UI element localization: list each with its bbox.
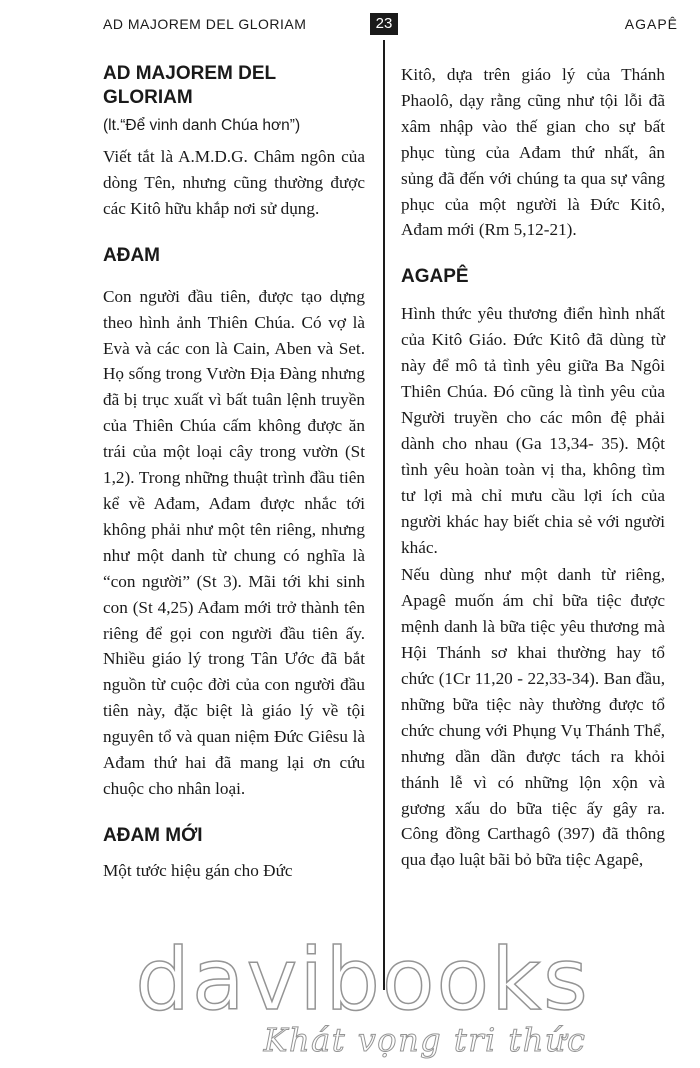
running-head-right: AGAPÊ bbox=[624, 16, 678, 32]
watermark-brand: davibooks bbox=[135, 930, 590, 1030]
entry-title-ad-majorem: AD MAJOREM DEL GLORIAM bbox=[103, 63, 276, 108]
left-column bbox=[103, 62, 365, 898]
entry-body-adam: Con người đầu tiên, được tạo dựng theo hình ảnh Thiên Chúa. Có vợ là Evà và các con là Cain, Aben và Set. Họ sống trong Vườn Địa Đàng nhưng đã bị trục xuất vì bất tuân lệnh truyền của Thiên Chúa cấm không được ăn trái của một loại cây trong vườn (St 1,2). Trong những thuật trình đầu tiên kể về Ađam, Ađam được nhắc tới không phải như một tên riêng, nhưng như một danh từ chung có nghĩa là “con người” (St 3). Mãi tới khi sinh con (St 4,25) Ađam mới trở thành tên riêng để gọi con người đầu tiên ấy. Nhiều giáo lý trong Tân Ước đã bắt nguồn từ cuộc đời của con người đầu tiên này, đặc biệt là giáo lý về tội nguyên tổ và quan niệm Đức Giêsu là Ađam thứ hai đã mang lại ơn cứu chuộc cho nhân loại. bbox=[103, 286, 365, 798]
entry-body-agape-2: Nếu dùng như một danh từ riêng, Apagê muốn ám chỉ bữa tiệc được mệnh danh là bữa tiệc yêu thương mà Hội Thánh sơ khai thường hay tổ chức (1Cr 11,20 - 22,33-34). Ban đầu, những bữa tiệc này thường được tổ chức chung với Phụng Vụ Thánh Thể, nhưng dần dần được tách ra khỏi thánh lễ vì có những lộn xộn và gương xấu do bữa tiệc ấy gây ra. Công đồng Carthagô (397) đã thông qua đạo luật bãi bỏ bữa tiệc Agapê, bbox=[401, 565, 665, 870]
watermark-slogan: Khát vọng tri thức bbox=[263, 1021, 587, 1059]
entry-title-agape: AGAPÊ bbox=[401, 266, 469, 288]
publisher-watermark bbox=[0, 930, 700, 1059]
entry-subtitle-ad-majorem: (lt.“Để vinh danh Chúa hơn”) bbox=[103, 117, 301, 134]
entry-body-agape-1: Hình thức yêu thương điển hình nhất của Kitô Giáo. Đức Kitô đã dùng từ này để mô tả tình yêu giữa Ba Ngôi Thiên Chúa. Đó cũng là tình yêu của Người truyền cho các môn đệ phải dành cho nhau (Ga 13,34- 35). Một tình yêu hoàn toàn vị tha, không tìm tư lợi mà chỉ mưu cầu lợi ích của người khác hay biết chia sẻ với người khác. bbox=[401, 304, 665, 557]
entry-title-adam: AĐAM bbox=[103, 244, 160, 266]
entry-title-adam-moi: AĐAM MỚI bbox=[103, 824, 203, 846]
entry-body-adam-moi-continued: Kitô, dựa trên giáo lý của Thánh Phaolô, dạy rằng cũng như tội lỗi đã xâm nhập vào thế gian cho sự bất phục tùng của Ađam thứ nhất, ân sủng đã đến với chúng ta qua sự vâng phục của một người là Đức Kitô, Ađam mới (Rm 5,12-21). bbox=[401, 65, 665, 240]
entry-body-adam-moi: Một tước hiệu gán cho Đức bbox=[103, 860, 293, 880]
page-header bbox=[0, 0, 700, 40]
right-column bbox=[401, 62, 665, 887]
entry-body-ad-majorem: Viết tắt là A.M.D.G. Châm ngôn của dòng Tên, nhưng cũng thường được các Kitô hữu khắp nơi sử dụng. bbox=[103, 147, 365, 218]
running-head-left: AD MAJOREM DEL GLORIAM bbox=[103, 16, 307, 32]
column-divider bbox=[383, 40, 385, 990]
page-number-badge: 23 bbox=[370, 13, 398, 35]
